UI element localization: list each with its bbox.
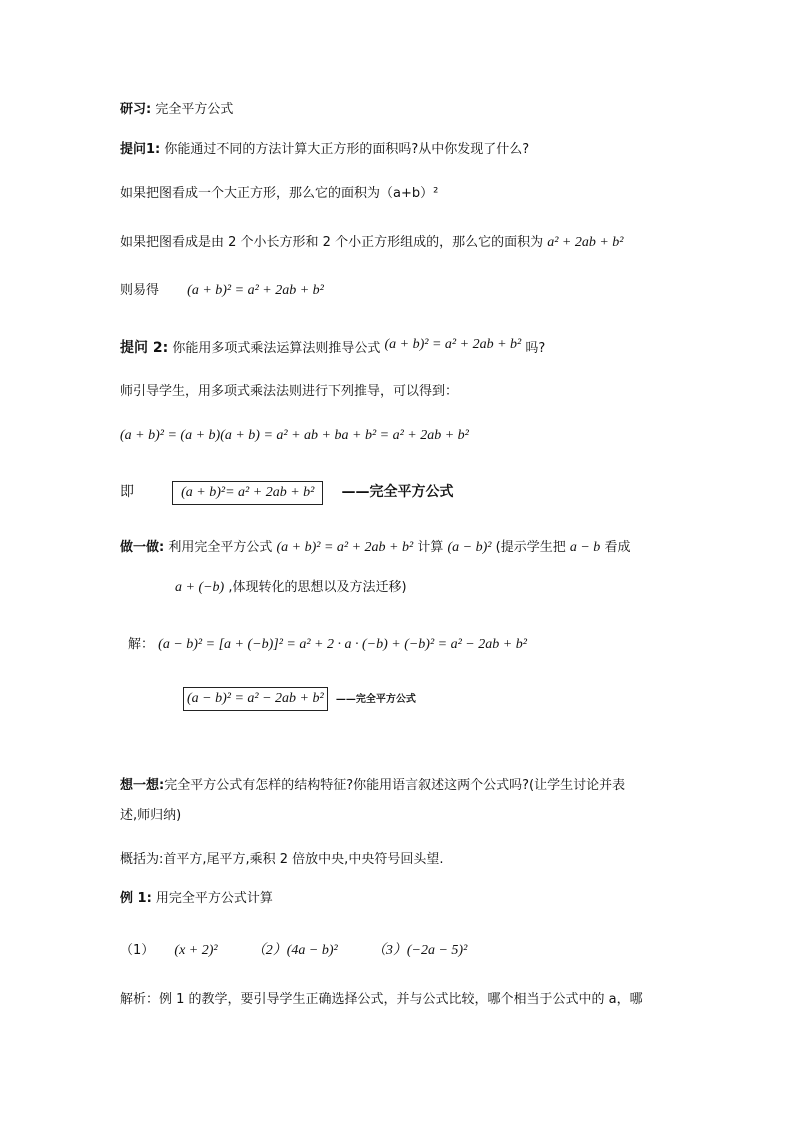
zuo-text2: 计算 [417,540,444,555]
summary: 概括为:首平方,尾平方,乘积 2 倍放中央,中央符号回头望. [120,852,444,867]
practice-row-1 [120,538,630,558]
q1-result-formula: (a + b)² = a² + 2ab + b² [187,283,324,298]
heading-label: 研习: [120,102,152,117]
example-item-1-label: （1） [120,943,155,958]
q2-text-before: 你能用多项式乘法运算法则推导公式 [172,341,381,356]
zuo-text3: (提示学生把 [495,540,566,555]
example-text: 用完全平方公式计算 [155,891,273,906]
heading-text: 完全平方公式 [155,102,234,117]
q2-guide: 师引导学生，用多项式乘法法则进行下列推导，可以得到： [120,384,459,399]
zuo-text1: 利用完全平方公式 [168,540,273,555]
example-items [120,941,467,961]
q1-text: 你能通过不同的方法计算大正方形的面积吗?从中你发现了什么? [164,142,530,157]
q1-label: 提问1: [120,142,161,157]
solution-row [128,635,527,655]
solution-formula: (a − b)² = [a + (−b)]² = a² + 2 · a · (−b) + (−b)² = a² − 2ab + b² [158,637,527,652]
ji-label: 即 [120,484,134,500]
formula-box-minus: (a − b)² = a² − 2ab + b² [183,687,328,711]
formula-tag-plus: ——完全平方公式 [341,484,454,500]
xiang-text: 完全平方公式有怎样的结构特征?你能用语言叙述这两个公式吗?(让学生讨论并表 [164,778,626,793]
solution-label: 解： [128,637,155,652]
zuo-formula4: a + (−b) [175,580,225,595]
think-row-2: 述,师归纳) [120,808,182,823]
think-row-1 [120,776,625,796]
zuo-formula1: (a + b)² = a² + 2ab + b² [276,540,414,555]
zuo-text4: 看成 [604,540,631,555]
zuo-text5: ,体现转化的思想以及方法迁移) [228,580,407,595]
q2-derivation [120,426,469,446]
q2-derivation-formula: (a + b)² = (a + b)(a + b) = a² + ab + ba + b² = a² + 2ab + b² [120,428,469,443]
formula-box-plus: (a + b)²= a² + 2ab + b² [172,481,323,505]
zuo-formula3: a − b [569,540,601,555]
zuo-formula2: (a − b)² [447,540,492,555]
example-item-3: （3）(−2a − 5)² [371,943,468,958]
section-heading [120,100,233,120]
example-row [120,889,273,909]
minus-boxed-row [183,687,416,711]
question-1 [120,140,529,160]
q2-text-after: 吗? [525,341,546,356]
example-item-2: （2）(4a − b)² [251,943,338,958]
q2-boxed-row [120,481,454,505]
formula-tag-minus: ——完全平方公式 [335,694,416,705]
practice-row-2 [175,578,407,598]
analysis: 解析：例 1 的教学，要引导学生正确选择公式，并与公式比较，哪个相当于公式中的 a，哪 [120,992,643,1007]
q1-line2-formula: a² + 2ab + b² [547,235,624,250]
q1-result [120,281,324,301]
xiang-label: 想一想: [120,778,165,793]
q2-formula: (a + b)² = a² + 2ab + b² [384,337,522,352]
q2-label: 提问 2: [120,340,169,356]
example-item-1: (x + 2)² [174,943,218,958]
question-2 [120,338,545,359]
zuo-label: 做一做: [120,540,165,555]
q1-line2 [120,233,624,253]
q1-line1: 如果把图看成一个大正方形，那么它的面积为（a+b）² [120,186,439,201]
q1-line2-text: 如果把图看成是由 2 个小长方形和 2 个小正方形组成的，那么它的面积为 [120,235,544,250]
q1-result-label: 则易得 [120,283,160,298]
example-label: 例 1: [120,891,152,906]
